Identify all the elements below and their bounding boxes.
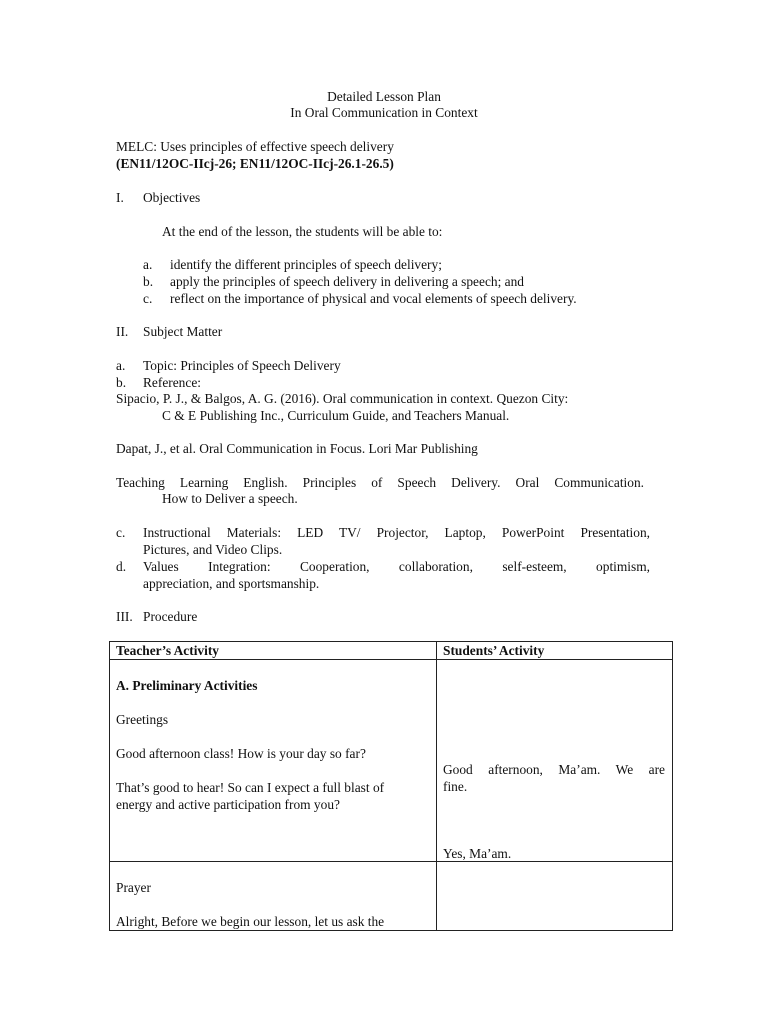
- students-cell-preliminary: [437, 660, 673, 862]
- teacher-activity-header: Teacher’s Activity: [110, 642, 437, 660]
- section-preliminary-activities: A. Preliminary Activities: [116, 678, 258, 693]
- objective-marker-c: c.: [143, 291, 153, 306]
- teacher-expectation-line2: energy and active participation from you?: [116, 797, 340, 812]
- reference-sipacio-line2: C & E Publishing Inc., Curriculum Guide, and Teachers Manual.: [162, 408, 510, 423]
- objective-item-b: apply the principles of speech delivery in delivering a speech; and: [170, 274, 524, 289]
- objectives-heading: Objectives: [143, 190, 201, 205]
- document-title: Detailed Lesson Plan: [327, 89, 441, 104]
- subject-matter-numeral: II.: [116, 324, 129, 339]
- topic-marker: a.: [116, 358, 126, 373]
- materials-line2: Pictures, and Video Clips.: [143, 542, 283, 557]
- procedure-heading: Procedure: [143, 609, 198, 624]
- values-line1: Values Integration: Cooperation, collaboration, self-esteem, optimism,: [143, 559, 650, 574]
- teacher-cell-preliminary: [110, 660, 437, 862]
- prayer-intro: Alright, Before we begin our lesson, let us ask the: [116, 914, 385, 929]
- reference-teaching-line2: How to Deliver a speech.: [162, 491, 298, 506]
- procedure-table: [109, 641, 673, 931]
- students-greeting-line1: Good afternoon, Ma’am. We are: [443, 762, 665, 777]
- table-row-preliminary: [110, 660, 673, 862]
- melc-line: MELC: Uses principles of effective speech delivery: [116, 139, 394, 154]
- reference-marker: b.: [116, 375, 127, 390]
- topic-text: Topic: Principles of Speech Delivery: [143, 358, 341, 373]
- table-header-row: [110, 642, 673, 660]
- students-yes-reply: Yes, Ma’am.: [443, 846, 512, 861]
- subject-matter-heading: Subject Matter: [143, 324, 223, 339]
- objectives-intro: At the end of the lesson, the students will be able to:: [162, 224, 443, 239]
- teacher-cell-prayer: [110, 862, 437, 931]
- reference-dapat: Dapat, J., et al. Oral Communication in Focus. Lori Mar Publishing: [116, 441, 478, 456]
- materials-marker: c.: [116, 525, 126, 540]
- document-subtitle: In Oral Communication in Context: [290, 105, 478, 120]
- objective-item-a: identify the different principles of speech delivery;: [170, 257, 442, 272]
- reference-label: Reference:: [143, 375, 201, 390]
- greetings-label: Greetings: [116, 712, 169, 727]
- prayer-label: Prayer: [116, 880, 151, 895]
- reference-teaching-line1: Teaching Learning English. Principles of Speech Delivery. Oral Communication.: [116, 475, 644, 490]
- reference-sipacio-line1: Sipacio, P. J., & Balgos, A. G. (2016). Oral communication in context. Quezon City:: [116, 391, 569, 406]
- objective-marker-b: b.: [143, 274, 154, 289]
- table-row-prayer: [110, 862, 673, 931]
- values-line2: appreciation, and sportsmanship.: [143, 576, 320, 591]
- materials-line1: Instructional Materials: LED TV/ Projector, Laptop, PowerPoint Presentation,: [143, 525, 650, 540]
- teacher-expectation-line1: That’s good to hear! So can I expect a full blast of: [116, 780, 385, 795]
- teacher-greeting: Good afternoon class! How is your day so far?: [116, 746, 366, 761]
- objective-item-c: reflect on the importance of physical and vocal elements of speech delivery.: [170, 291, 577, 306]
- students-greeting-line2: fine.: [443, 779, 468, 794]
- values-marker: d.: [116, 559, 127, 574]
- objectives-numeral: I.: [116, 190, 124, 205]
- melc-codes: (EN11/12OC-IIcj-26; EN11/12OC-IIcj-26.1-26.5): [116, 156, 394, 171]
- procedure-numeral: III.: [116, 609, 133, 624]
- students-activity-header: Students’ Activity: [437, 642, 673, 660]
- students-cell-prayer: [437, 862, 673, 931]
- objective-marker-a: a.: [143, 257, 153, 272]
